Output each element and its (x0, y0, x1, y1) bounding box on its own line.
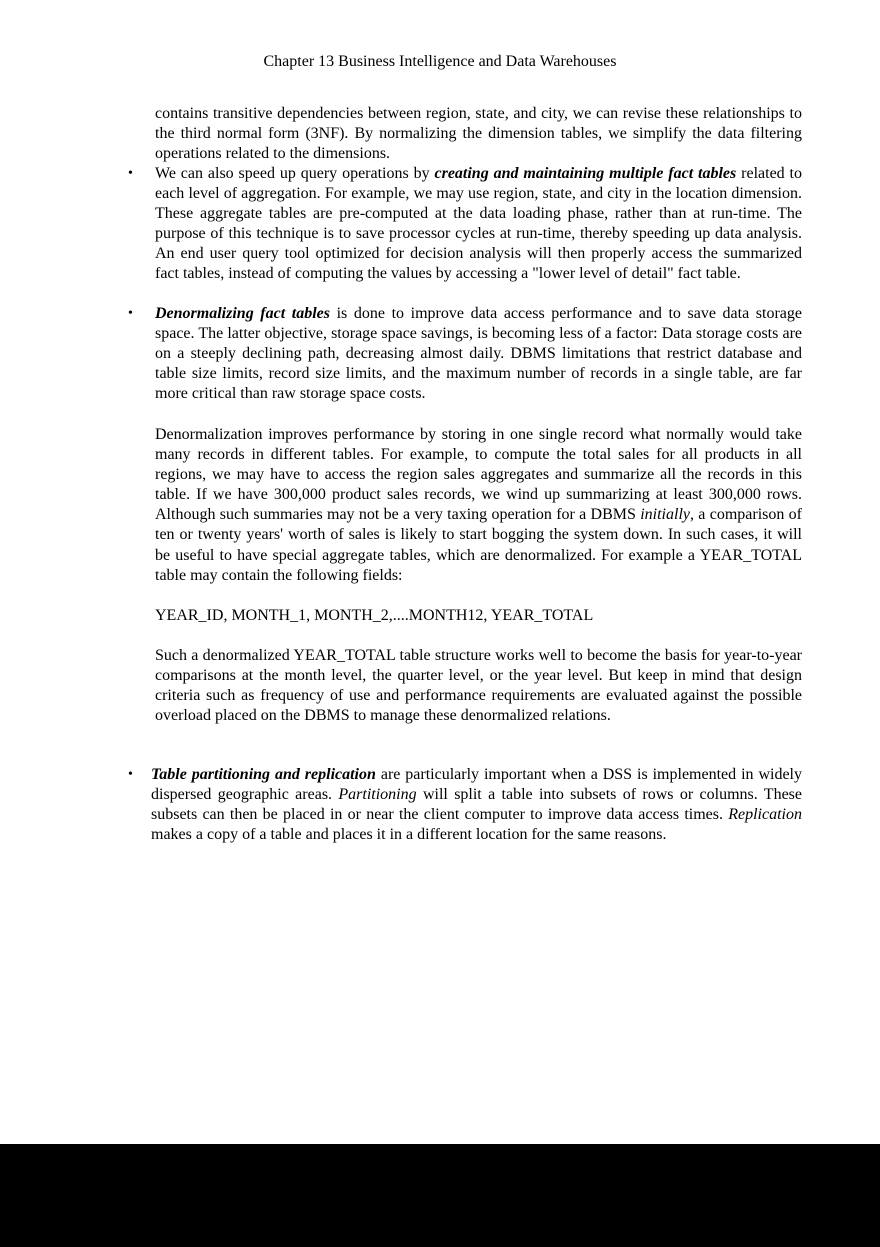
paragraph-text: Denormalization improves performance by storing in one single record what normally would take many records in different tables. For example, to compute the total sales for all products in all regions, we may have to access the region sales aggregates and summarize all the records in this table. If we have 300,000 product sales records, we wind up summarizing at least 300,000 rows. Although such summaries may not be a very taxing operation for a DBMS (155, 426, 802, 524)
emphasis-term: Denormalizing fact tables (155, 305, 330, 322)
bullet-item-partitioning (151, 765, 802, 845)
italic-term: initially (640, 506, 690, 524)
italic-term: Partitioning (338, 786, 417, 804)
italic-term: Replication (728, 806, 802, 824)
fields-text: YEAR_ID, MONTH_1, MONTH_2,....MONTH12, YEAR_TOTAL (155, 607, 594, 624)
bullet-item-multiple-fact-tables (155, 164, 802, 285)
running-header: Chapter 13 Business Intelligence and Data Warehouses (263, 53, 617, 70)
denormalization-paragraph (155, 425, 802, 586)
year-total-paragraph (155, 646, 802, 726)
bullet-text: will split a table into subsets of rows or columns. These subsets can then be placed in or near the client computer to improve data access times. (151, 786, 802, 824)
emphasis-term: creating and maintaining multiple fact tables (434, 165, 737, 182)
bullet-icon: • (128, 767, 133, 782)
bullet-text: makes a copy of a table and places it in a different location for the same reasons. (151, 826, 667, 844)
continuation-text: contains transitive dependencies between region, state, and city, we can revise these relationships to the third normal form (3NF). By normalizing the dimension tables, we simplify the data filtering operations related to the dimensions. (155, 105, 802, 163)
paragraph-text: , a comparison of ten or twenty years' worth of sales is likely to start bogging the system down. In such cases, it will be useful to have special aggregate tables, which are denormalized. For example a YEAR_TOTAL table may contain the following fields: (155, 506, 802, 584)
bullet-text: We can also speed up query operations by (155, 165, 435, 182)
bullet-item-denormalizing (155, 304, 802, 404)
bullet-text: is done to improve data access performance and to save data storage space. The latter objective, storage space savings, is becoming less of a factor: Data storage costs are on a steeply declining path, decreasing almost daily. DBMS limitations that restrict database and table size limits, record size limits, and the maximum number of records in a single table, are far more critical than raw storage space costs. (155, 305, 802, 403)
fields-line (155, 606, 802, 626)
bullet-text: related to each level of aggregation. For example, we may use region, state, and city in the location dimension. These aggregate tables are pre-computed at the data loading phase, rather than at run-time. The purpose of this technique is to save processor cycles at run-time, thereby speeding up data analysis. An end user query tool optimized for decision analysis will then properly access the summarized fact tables, instead of computing the values by accessing a "lower level of detail" fact table. (155, 165, 803, 283)
continuation-paragraph (155, 104, 802, 164)
bullet-icon: • (128, 166, 133, 181)
bullet-icon: • (128, 306, 133, 321)
paragraph-text: Such a denormalized YEAR_TOTAL table structure works well to become the basis for year-to-year comparisons at the month level, the quarter level, or the year level. But keep in mind that design criteria such as frequency of use and performance requirements are evaluated against the possible overload placed on the DBMS to manage these denormalized relations. (155, 647, 802, 725)
bullet-text: are particularly important when a DSS is implemented in widely dispersed geographic areas. (151, 766, 802, 804)
emphasis-term: Table partitioning and replication (151, 766, 376, 783)
